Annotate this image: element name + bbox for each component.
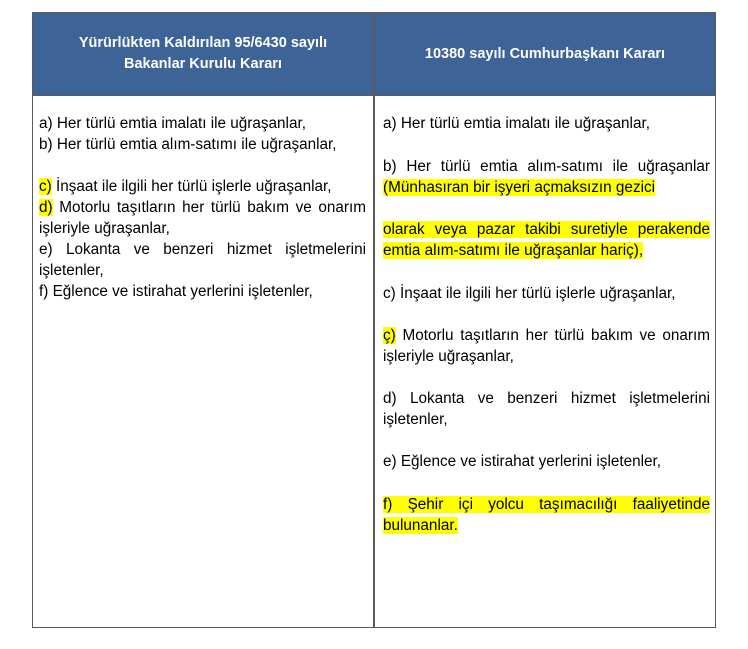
right-item-b-continued-text: olarak veya pazar takibi suretiyle perakende emtia alım-satımı ile uğraşanlar hariç),	[383, 221, 710, 259]
left-item-d	[39, 197, 366, 239]
left-item-f: f) Eğlence ve istirahat yerlerini işletenler,	[39, 283, 313, 300]
left-item-e: e) Lokanta ve benzeri hizmet işletmelerini işletenler,	[39, 241, 366, 279]
left-item-c	[39, 176, 366, 197]
column-divider	[373, 13, 375, 627]
header-left-text: Yürürlükten Kaldırılan 95/6430 sayılı Bakanlar Kurulu Kararı	[78, 35, 328, 72]
header-divider	[33, 95, 715, 96]
right-item-cc	[383, 325, 710, 367]
right-item-d: d) Lokanta ve benzeri hizmet işletmelerini işletenler,	[383, 390, 710, 428]
left-item-d-text: Motorlu taşıtların her türlü bakım ve onarım işleriyle uğraşanlar,	[39, 199, 366, 237]
right-item-f-text: f) Şehir içi yolcu taşımacılığı faaliyetinde bulunanlar.	[383, 496, 710, 534]
comparison-table	[32, 12, 716, 628]
right-item-cc-text: Motorlu taşıtların her türlü bakım ve onarım işleriyle uğraşanlar,	[383, 327, 710, 365]
left-item-b: b) Her türlü emtia alım-satımı ile uğraşanlar,	[39, 136, 337, 153]
right-item-a: a) Her türlü emtia imalatı ile uğraşanlar,	[383, 115, 650, 132]
right-column	[383, 113, 710, 536]
right-item-b-continued	[383, 219, 710, 261]
header-right-text: 10380 sayılı Cumhurbaşkanı Kararı	[424, 45, 666, 62]
right-item-f	[383, 494, 710, 536]
left-item-d-letter: d)	[39, 199, 53, 216]
header-left	[33, 13, 373, 95]
right-item-b-text: b) Her türlü emtia alım-satımı ile uğraşanlar	[383, 158, 710, 175]
left-item-a: a) Her türlü emtia imalatı ile uğraşanlar,	[39, 115, 306, 132]
right-item-c: c) İnşaat ile ilgili her türlü işlerle uğraşanlar,	[383, 285, 676, 302]
left-column	[39, 113, 366, 302]
header-right	[375, 13, 715, 95]
left-item-c-text: İnşaat ile ilgili her türlü işlerle uğraşanlar,	[51, 178, 332, 195]
left-item-c-letter: c)	[39, 178, 52, 195]
right-item-b	[383, 156, 710, 198]
right-item-e: e) Eğlence ve istirahat yerlerini işletenler,	[383, 453, 662, 470]
right-item-cc-letter: ç)	[383, 327, 396, 344]
right-item-b-highlight: (Münhasıran bir işyeri açmaksızın gezici	[383, 179, 656, 196]
